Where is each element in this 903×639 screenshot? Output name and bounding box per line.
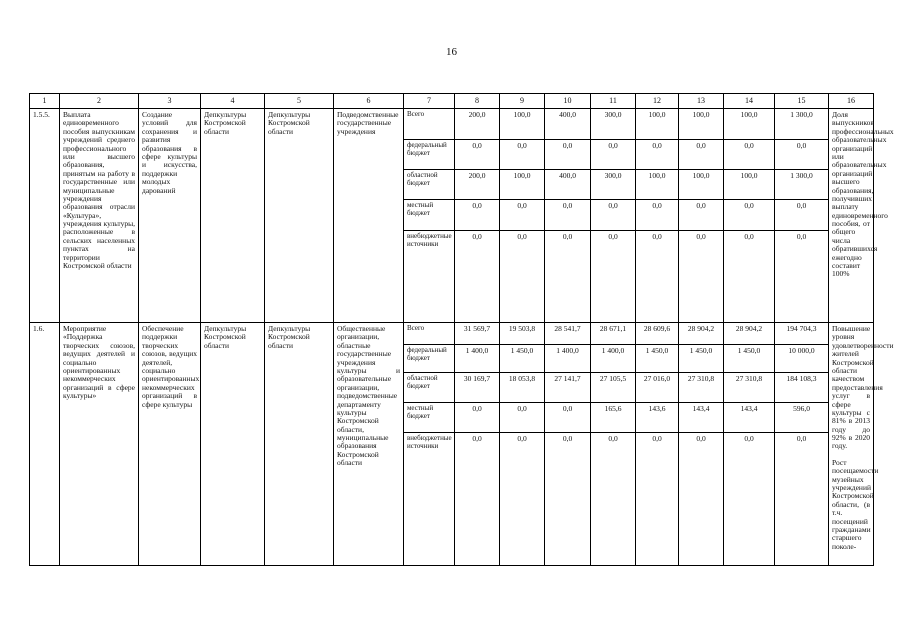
coexecutor-cell: Депкультуры Костромской области	[265, 109, 334, 323]
value-cell: 0,0	[455, 231, 500, 323]
value-cell: 0,0	[545, 433, 591, 566]
source-label: внебюджетные источники	[404, 433, 455, 566]
value-cell: 0,0	[724, 433, 775, 566]
header-col-11: 11	[591, 94, 636, 109]
value-cell: 100,0	[679, 109, 724, 140]
indicator-text-2: Рост посещаемости музейных учреждений Костромской области, (в т.ч. посещений гражданами старшего поколе-	[832, 457, 879, 551]
value-cell: 28 904,2	[679, 323, 724, 345]
value-cell: 0,0	[636, 231, 679, 323]
value-cell: 0,0	[724, 200, 775, 231]
value-cell: 0,0	[636, 140, 679, 170]
value-cell: 0,0	[545, 200, 591, 231]
total-cell: 0,0	[775, 231, 829, 323]
value-cell: 28 671,1	[591, 323, 636, 345]
header-col-6: 6	[334, 94, 404, 109]
source-label: местный бюджет	[404, 403, 455, 433]
value-cell: 1 450,0	[724, 345, 775, 373]
header-col-3: 3	[139, 94, 201, 109]
source-label: Всего	[404, 109, 455, 140]
header-col-15: 15	[775, 94, 829, 109]
participants-cell: Подведомственные государственные учреждения	[334, 109, 404, 323]
value-cell: 143,6	[636, 403, 679, 433]
header-col-7: 7	[404, 94, 455, 109]
total-cell: 1 300,0	[775, 170, 829, 200]
value-cell: 1 450,0	[679, 345, 724, 373]
value-cell: 165,6	[591, 403, 636, 433]
value-cell: 27 310,8	[679, 373, 724, 403]
indicator-cell: Доля выпускников профессиональных образовательных организаций или образовательных организаций высшего образования, получивших выплату единовременного пособия, от общего числа обратившихся ежегодно составит 100%	[829, 109, 874, 323]
value-cell: 0,0	[679, 433, 724, 566]
value-cell: 31 569,7	[455, 323, 500, 345]
header-col-9: 9	[500, 94, 545, 109]
header-col-12: 12	[636, 94, 679, 109]
value-cell: 0,0	[724, 140, 775, 170]
value-cell: 27 105,5	[591, 373, 636, 403]
source-label: областной бюджет	[404, 170, 455, 200]
value-cell: 100,0	[636, 170, 679, 200]
total-cell: 596,0	[775, 403, 829, 433]
header-col-14: 14	[724, 94, 775, 109]
value-cell: 300,0	[591, 109, 636, 140]
total-cell: 0,0	[775, 433, 829, 566]
table-row	[30, 109, 874, 140]
value-cell: 0,0	[591, 231, 636, 323]
header-col-8: 8	[455, 94, 500, 109]
value-cell: 0,0	[455, 403, 500, 433]
value-cell: 1 400,0	[455, 345, 500, 373]
value-cell: 0,0	[500, 200, 545, 231]
value-cell: 0,0	[636, 200, 679, 231]
indicator-text: Повышение уровня удовлетворенности жителей Костромской области качеством предоставления услуг в сфере культуры с 81% в 2013 году до 92% в 2020 году.	[832, 324, 894, 451]
value-cell: 18 053,8	[500, 373, 545, 403]
value-cell: 0,0	[545, 403, 591, 433]
goal-cell: Создание условий для сохранения и развития образования в сфере культуры и искусства, поддержки молодых дарований	[139, 109, 201, 323]
page-number: 16	[446, 46, 457, 58]
measure-cell: Мероприятие «Поддержка творческих союзов, ведущих деятелей и социально ориентированных некоммерческих организаций в сфере культуры»	[60, 323, 139, 566]
row-code: 1.5.5.	[30, 109, 60, 323]
goal-cell: Обеспечение поддержки творческих союзов, ведущих деятелей, социально ориентированных некоммерческих организаций в сфере культуры	[139, 323, 201, 566]
total-cell: 194 704,3	[775, 323, 829, 345]
value-cell: 19 503,8	[500, 323, 545, 345]
header-row	[30, 94, 874, 109]
header-col-16: 16	[829, 94, 874, 109]
value-cell: 1 450,0	[636, 345, 679, 373]
participants-cell: Общественные организации, областные государственные учреждения культуры и образовательные организации, подведомственные департаменту культуры Костромской области, муниципальные образования Костромской области	[334, 323, 404, 566]
total-cell: 184 108,3	[775, 373, 829, 403]
source-label: внебюджетные источники	[404, 231, 455, 323]
value-cell: 28 541,7	[545, 323, 591, 345]
source-label: федеральный бюджет	[404, 345, 455, 373]
header-col-2: 2	[60, 94, 139, 109]
value-cell: 0,0	[591, 200, 636, 231]
value-cell: 0,0	[591, 433, 636, 566]
header-col-4: 4	[201, 94, 265, 109]
value-cell: 100,0	[500, 109, 545, 140]
value-cell: 27 141,7	[545, 373, 591, 403]
header-col-13: 13	[679, 94, 724, 109]
value-cell: 0,0	[545, 231, 591, 323]
value-cell: 100,0	[724, 109, 775, 140]
value-cell: 0,0	[500, 403, 545, 433]
value-cell: 400,0	[545, 170, 591, 200]
row-code: 1.6.	[30, 323, 60, 566]
indicator-cell	[829, 323, 894, 566]
header-col-1: 1	[30, 94, 60, 109]
total-cell: 0,0	[775, 140, 829, 170]
source-label: Всего	[404, 323, 455, 345]
value-cell: 28 609,6	[636, 323, 679, 345]
source-label: областной бюджет	[404, 373, 455, 403]
value-cell: 300,0	[591, 170, 636, 200]
source-label: местный бюджет	[404, 200, 455, 231]
value-cell: 0,0	[455, 433, 500, 566]
measure-cell: Выплата единовременного пособия выпускникам учреждений среднего профессионального или высшего образования, принятым на работу в государственные или муниципальные учреждения образования отрасли «Культура», учреждения культуры, расположенные в сельских населенных пунктах на территории Костромской области	[60, 109, 139, 323]
value-cell: 100,0	[724, 170, 775, 200]
value-cell: 100,0	[679, 170, 724, 200]
header-col-5: 5	[265, 94, 334, 109]
value-cell: 0,0	[636, 433, 679, 566]
value-cell: 200,0	[455, 109, 500, 140]
source-label: федеральный бюджет	[404, 140, 455, 170]
header-col-10: 10	[545, 94, 591, 109]
value-cell: 143,4	[724, 403, 775, 433]
table-row	[30, 323, 874, 345]
value-cell: 27 310,8	[724, 373, 775, 403]
value-cell: 0,0	[500, 231, 545, 323]
executor-cell: Депкультуры Костромской области	[201, 109, 265, 323]
value-cell: 27 016,0	[636, 373, 679, 403]
total-cell: 1 300,0	[775, 109, 829, 140]
value-cell: 0,0	[679, 231, 724, 323]
value-cell: 1 400,0	[591, 345, 636, 373]
value-cell: 100,0	[500, 170, 545, 200]
value-cell: 0,0	[679, 200, 724, 231]
coexecutor-cell: Депкультуры Костромской области	[265, 323, 334, 566]
value-cell: 100,0	[636, 109, 679, 140]
value-cell: 28 904,2	[724, 323, 775, 345]
value-cell: 30 169,7	[455, 373, 500, 403]
value-cell: 0,0	[455, 200, 500, 231]
executor-cell: Депкультуры Костромской области	[201, 323, 265, 566]
value-cell: 0,0	[679, 140, 724, 170]
value-cell: 0,0	[545, 140, 591, 170]
value-cell: 400,0	[545, 109, 591, 140]
value-cell: 0,0	[591, 140, 636, 170]
value-cell: 143,4	[679, 403, 724, 433]
total-cell: 0,0	[775, 200, 829, 231]
program-table	[29, 93, 894, 566]
total-cell: 10 000,0	[775, 345, 829, 373]
value-cell: 0,0	[500, 140, 545, 170]
value-cell: 0,0	[724, 231, 775, 323]
value-cell: 1 450,0	[500, 345, 545, 373]
value-cell: 200,0	[455, 170, 500, 200]
value-cell: 0,0	[500, 433, 545, 566]
value-cell: 1 400,0	[545, 345, 591, 373]
value-cell: 0,0	[455, 140, 500, 170]
